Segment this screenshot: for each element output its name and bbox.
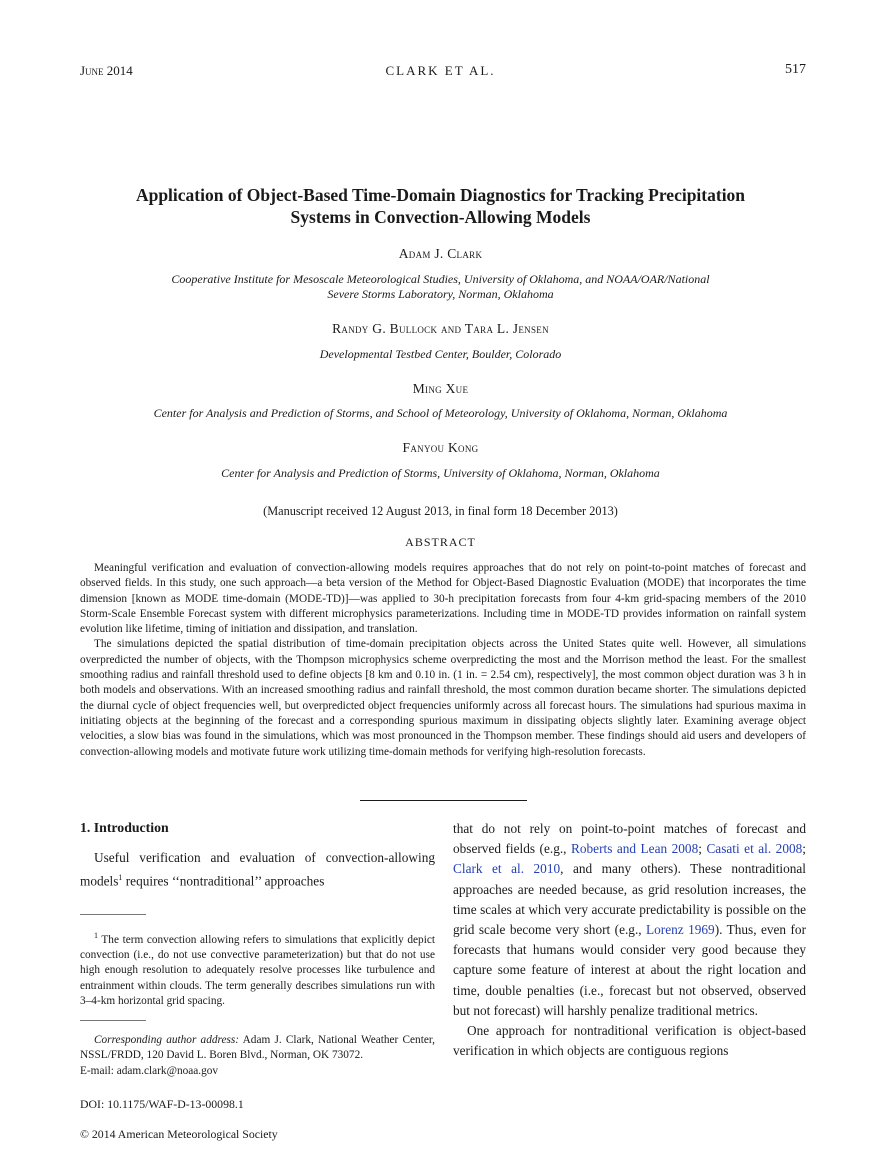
corresponding-text: Adam J. Clark, National Weather Center, NSSL/FRDD, 120 David L. Boren Blvd., Norman, OK 73072. [80, 1034, 435, 1062]
intro-paragraph-1 [80, 848, 435, 892]
footnote-marker: 1 [118, 873, 123, 883]
running-header-authors: CLARK ET AL. [385, 63, 496, 78]
abstract-heading: ABSTRACT [405, 535, 476, 549]
abstract-paragraph-2: The simulations depicted the spatial distribution of time-domain precipitation objects across the United States quite well. However, all simulations overpredicted the number of objects, with the Thompson microphysics scheme overpredicting the most and the Morrison method the least. For the smallest smoothing radius and rainfall threshold used to define objects [8 km and 0.10 in. (1 in. = 2.54 cm), respectively], the most common object duration was 3 h in both models and observations. With an increased smoothing radius and rainfall threshold, the most common duration became shorter. The simulations depicted the diurnal cycle of object frequencies well, but overpredicted object frequencies uniformly across all forecast hours. The simulations had spurious maxima in initiating objects at the beginning of the forecast and a corresponding spurious maximum in dissipating objects slightly later. Examining average object velocities, a slow bias was found in the simulations, which was most pronounced in the Thompson member. These findings should aid users and developers of convection-allowing models and motivate future work utilizing time-domain methods for verifying high-resolution forecasts. [80, 638, 806, 758]
citation-lorenz-1969[interactable]: Lorenz 1969 [646, 922, 715, 938]
citation-roberts-lean-2008[interactable]: Roberts and Lean 2008 [571, 841, 699, 857]
abstract-body [80, 561, 806, 760]
abstract-paragraph-1: Meaningful verification and evaluation of convection-allowing models requires approaches that do not rely on point-to-point matches of forecast and observed fields. In this study, one such approach—a beta version of the Method for Object-Based Diagnostic Evaluation (MODE) that incorporates the time dimension [known as MODE time-domain (MODE-TD)]—was applied to 30-h precipitation forecasts from four 4-km grid-spacing members of the 2010 Storm-Scale Ensemble Forecast system with different microphysics parameterizations. Including time in MODE-TD provides information on rainfall system evolution like lifetime, timing of initiation and dissipation, and translation. [80, 562, 806, 636]
corresponding-email: E-mail: adam.clark@noaa.gov [80, 1064, 219, 1077]
affiliation-1 [0, 272, 881, 302]
intro-right-paragraph-2: One approach for nontraditional verification is object-based verification in which objects are contiguous regions [453, 1023, 806, 1059]
corresponding-author [80, 1033, 435, 1079]
title-line-2: Systems in Convection-Allowing Models [290, 207, 591, 227]
footnote-text: The term convection allowing refers to simulations that explicitly depict convection (i.e., do not use convective parameterization) but that do not use high enough resolution to adequately resolve processes like turbulence and entrainment within clouds. The term generally describes simulations run with 3–4-km horizontal grid spacing. [80, 933, 435, 1007]
paper-title [0, 184, 881, 228]
intro-p1-text-b: requires ‘‘nontraditional’’ approaches [122, 873, 325, 889]
citation-separator-2: ; [802, 841, 806, 857]
intro-right-paragraph-1 [453, 819, 806, 1021]
footnote-rule [80, 914, 146, 915]
copyright: © 2014 American Meteorological Society [80, 1127, 278, 1141]
citation-separator-1: ; [698, 841, 707, 857]
footnote [80, 928, 435, 1009]
intro-right-column [453, 819, 806, 1061]
footnote-number: 1 [94, 931, 98, 940]
corresponding-label: Corresponding author address: [94, 1034, 240, 1046]
citation-casati-2008[interactable]: Casati et al. 2008 [706, 841, 803, 857]
author-2: Randy G. Bullock and Tara L. Jensen [332, 321, 549, 336]
title-line-1: Application of Object-Based Time-Domain Diagnostics for Tracking Precipitation [135, 185, 746, 205]
affiliation-4: Center for Analysis and Prediction of Storms, University of Oklahoma, Norman, Oklahoma [221, 466, 660, 480]
intro-right-text-a: that do not rely on point-to-point matches of forecast and observed fields (e.g., [453, 821, 806, 857]
author-4: Fanyou Kong [402, 440, 479, 455]
running-header-date: June 2014 [80, 63, 133, 78]
affiliation-1-line-2: Severe Storms Laboratory, Norman, Oklahoma [327, 287, 554, 301]
affiliation-1-line-1: Cooperative Institute for Mesoscale Meteorological Studies, University of Oklahoma, and NOAA/OAR/National [171, 272, 710, 286]
section-heading-introduction: 1. Introduction [80, 820, 169, 835]
intro-right-text-b: , and many others). These nontraditional approaches are needed because, as grid resolution increases, the time scales at which very accurate predictability is possible on the grid scale become very short (e.g., [453, 861, 806, 938]
corresponding-rule [80, 1020, 146, 1021]
affiliation-3: Center for Analysis and Prediction of Storms, and School of Meteorology, University of Oklahoma, Norman, Oklahoma [153, 406, 728, 420]
citation-clark-2010[interactable]: Clark et al. 2010 [453, 861, 561, 877]
section-separator [360, 800, 527, 801]
intro-p1-text-a: Useful verification and evaluation of convection-allowing models [80, 850, 435, 889]
manuscript-dates: (Manuscript received 12 August 2013, in final form 18 December 2013) [263, 504, 618, 518]
author-3: Ming Xue [412, 381, 469, 396]
intro-right-text-c: ). Thus, even for forecasts that humans would consider very good because they capture some feature of interest at about the right location and time, double penalties (i.e., forecast but not observed, observed but not forecast) will harshly penalize traditional metrics. [453, 922, 806, 1018]
author-1: Adam J. Clark [398, 246, 483, 261]
page-number: 517 [785, 62, 806, 77]
doi: DOI: 10.1175/WAF-D-13-00098.1 [80, 1097, 244, 1111]
affiliation-2: Developmental Testbed Center, Boulder, Colorado [319, 347, 562, 361]
